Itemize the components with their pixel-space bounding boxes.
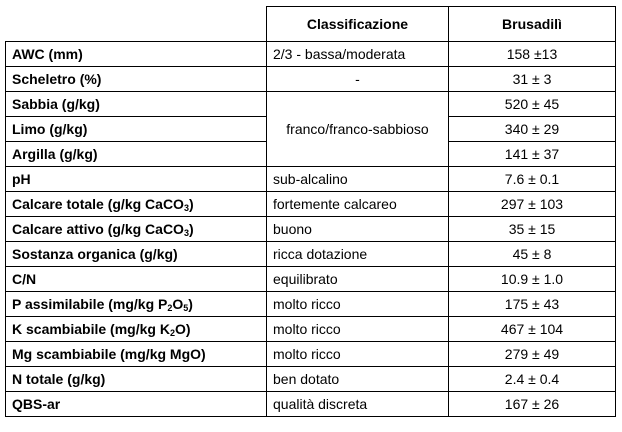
row-value: 35 ± 15 — [449, 217, 616, 242]
row-value: 467 ± 104 — [449, 317, 616, 342]
row-value: 31 ± 3 — [449, 67, 616, 92]
row-value: 167 ± 26 — [449, 392, 616, 417]
row-parameter: Sabbia (g/kg) — [6, 92, 267, 117]
row-classification: qualità discreta — [267, 392, 449, 417]
row-parameter: Limo (g/kg) — [6, 117, 267, 142]
row-classification: 2/3 - bassa/moderata — [267, 42, 449, 67]
table-row — [6, 317, 616, 342]
table-row — [6, 242, 616, 267]
header-value: Brusadilì — [449, 7, 616, 42]
row-classification: sub-alcalino — [267, 167, 449, 192]
row-parameter: N totale (g/kg) — [6, 367, 267, 392]
table-row — [6, 217, 616, 242]
row-value: 10.9 ± 1.0 — [449, 267, 616, 292]
row-value: 279 ± 49 — [449, 342, 616, 367]
table-row — [6, 267, 616, 292]
row-parameter: Argilla (g/kg) — [6, 142, 267, 167]
row-classification: molto ricco — [267, 292, 449, 317]
row-parameter: P assimilabile (mg/kg $P_2O_5$) — [6, 292, 267, 317]
table-row — [6, 167, 616, 192]
row-parameter: Calcare attivo (g/kg CaCO$_3$) — [6, 217, 267, 242]
table-row — [6, 92, 616, 117]
row-classification-merged: franco/franco-sabbioso — [267, 92, 449, 167]
row-classification: buono — [267, 217, 449, 242]
row-parameter: C/N — [6, 267, 267, 292]
row-parameter: Scheletro (%) — [6, 67, 267, 92]
table-row — [6, 342, 616, 367]
table-row — [6, 42, 616, 67]
row-classification: molto ricco — [267, 342, 449, 367]
row-parameter: K scambiabile (mg/kg $K_2O$) — [6, 317, 267, 342]
row-value: 7.6 ± 0.1 — [449, 167, 616, 192]
row-parameter: Sostanza organica (g/kg) — [6, 242, 267, 267]
row-value: 297 ± 103 — [449, 192, 616, 217]
header-classification: Classificazione — [267, 7, 449, 42]
row-classification: molto ricco — [267, 317, 449, 342]
row-value: 158 ±13 — [449, 42, 616, 67]
table-row — [6, 67, 616, 92]
row-value: 340 ± 29 — [449, 117, 616, 142]
row-classification: ricca dotazione — [267, 242, 449, 267]
row-parameter: Mg scambiabile (mg/kg MgO) — [6, 342, 267, 367]
row-parameter: QBS-ar — [6, 392, 267, 417]
row-value: 141 ± 37 — [449, 142, 616, 167]
row-value: 2.4 ± 0.4 — [449, 367, 616, 392]
soil-properties-table — [5, 6, 616, 417]
row-classification: ben dotato — [267, 367, 449, 392]
row-value: 45 ± 8 — [449, 242, 616, 267]
row-parameter: AWC (mm) — [6, 42, 267, 67]
row-value: 175 ± 43 — [449, 292, 616, 317]
table-row — [6, 192, 616, 217]
row-value: 520 ± 45 — [449, 92, 616, 117]
row-parameter: Calcare totale (g/kg CaCO$_3$) — [6, 192, 267, 217]
table-row — [6, 292, 616, 317]
row-classification: fortemente calcareo — [267, 192, 449, 217]
table-header-row — [6, 7, 616, 42]
row-classification: equilibrato — [267, 267, 449, 292]
row-classification: - — [267, 67, 449, 92]
table-row — [6, 367, 616, 392]
table-row — [6, 392, 616, 417]
header-parameter — [6, 7, 267, 42]
row-parameter: pH — [6, 167, 267, 192]
